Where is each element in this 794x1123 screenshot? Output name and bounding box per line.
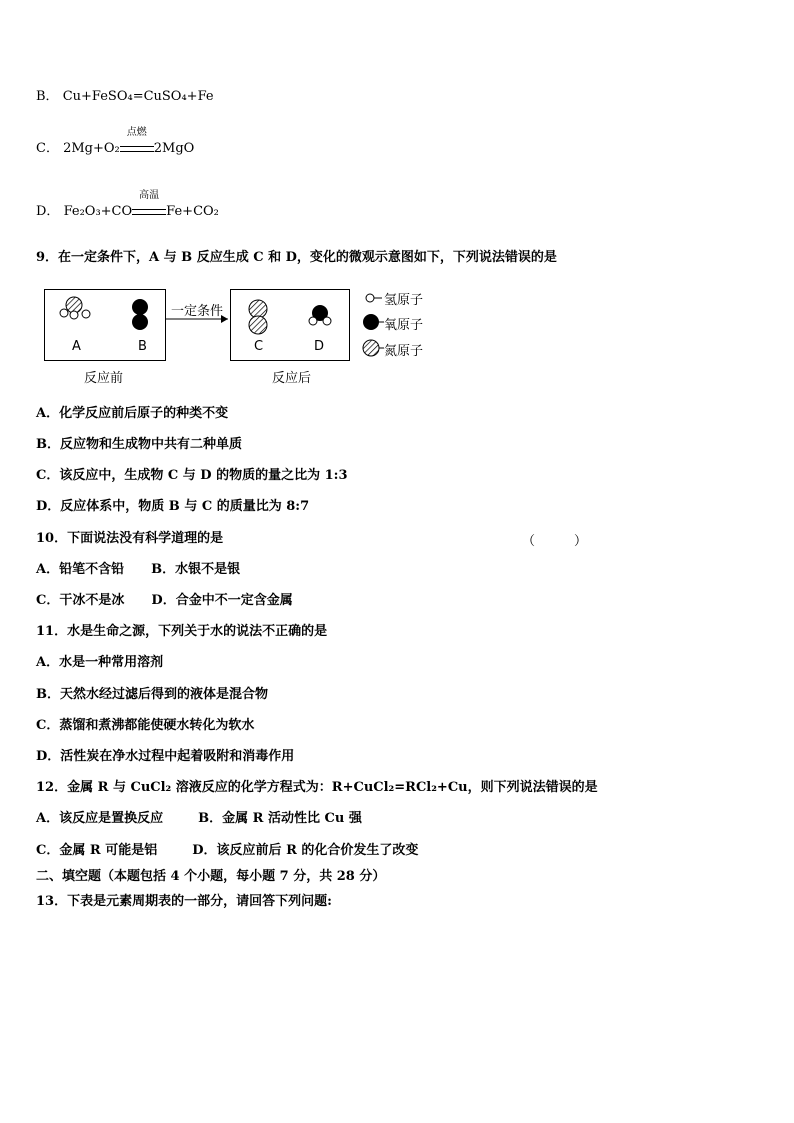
q10-stem: 10．下面说法没有科学道理的是 [36,531,224,546]
q10-answer-blank: （ ） [522,534,588,549]
legend-hydrogen-label: 氢原子 [384,293,424,308]
q11-option-a: A．水是一种常用溶剂 [36,655,164,670]
q9-option-d: D．反应体系中，物质 B 与 C 的质量比为 8:7 [36,499,310,514]
q10-option-d: D．合金中不一定含金属 [151,593,293,608]
legend-oxygen-label: 氧原子 [384,318,424,333]
label-a: A [72,339,81,354]
legend-oxygen [363,314,384,330]
option-b [36,88,214,106]
arrow-condition-label: 一定条件 [171,304,224,319]
option-d-right: Fe+CO₂ [166,204,219,219]
q9-option-c: C．该反应中，生成物 C 与 D 的物质的量之比为 1:3 [36,468,348,483]
q9-diagram [36,285,456,390]
q12-option-d: D．该反应前后 R 的化合价发生了改变 [192,843,419,858]
q10-option-c: C．干冰不是冰 [36,593,125,608]
molecule-c [249,300,267,334]
legend-hydrogen [366,294,382,302]
legend-nitrogen [363,340,384,356]
option-d [36,190,219,221]
q10-options-cd [36,592,293,610]
option-d-left: Fe₂O₃+CO [63,204,133,219]
q11-option-c: C．蒸馏和煮沸都能使硬水转化为软水 [36,718,255,733]
section-heading: 二、填空题（本题包括 4 个小题，每小题 7 分，共 28 分） [36,869,386,884]
q12-options-ab [36,810,362,828]
q12-stem: 12．金属 R 与 CuCl₂ 溶液反应的化学方程式为：R+CuCl₂=RCl₂+Cu，则下列说法错误的是 [36,780,598,795]
q13-stem: 13．下表是元素周期表的一部分，请回答下列问题: [36,894,332,909]
option-c-left: 2Mg+O₂ [63,141,120,156]
q9-stem: 9．在一定条件下，A 与 B 反应生成 C 和 D，变化的微观示意图如下，下列说法错误的是 [36,250,557,265]
q10-option-a: A．铅笔不含铅 [36,562,125,577]
option-b-label: B． [36,89,59,104]
label-after: 反应后 [272,371,312,386]
option-b-equation: Cu+FeSO₄=CuSO₄+Fe [62,89,214,104]
q12-option-b: B．金属 R 活动性比 Cu 强 [198,811,362,826]
q9-option-a: A．化学反应前后原子的种类不变 [36,406,229,421]
option-c-arrow [120,127,154,158]
q11-option-b: B．天然水经过滤后得到的液体是混合物 [36,687,268,702]
q11-stem: 11．水是生命之源，下列关于水的说法不正确的是 [36,624,328,639]
q9-option-b: B．反应物和生成物中共有二种单质 [36,437,242,452]
q12-options-cd [36,842,418,860]
molecule-a [60,297,90,319]
option-c-label: C． [36,141,59,156]
molecule-d [309,305,331,325]
q10-options-ab [36,561,240,579]
q12-option-a: A．该反应是置换反应 [36,811,164,826]
option-c-condition: 点燃 [126,127,147,138]
option-c [36,127,195,158]
q12-option-c: C．金属 R 可能是铝 [36,843,158,858]
option-c-right: 2MgO [153,141,195,156]
q11-option-d: D．活性炭在净水过程中起着吸附和消毒作用 [36,749,295,764]
label-c: C [254,339,264,354]
option-d-condition: 高温 [139,190,160,201]
legend-nitrogen-label: 氮原子 [384,344,424,359]
label-before: 反应前 [84,371,124,386]
label-d: D [314,339,325,354]
option-d-label: D． [36,204,60,219]
q10-option-b: B．水银不是银 [151,562,241,577]
label-b: B [138,339,147,354]
option-d-arrow [132,190,166,221]
molecule-b [132,299,148,330]
